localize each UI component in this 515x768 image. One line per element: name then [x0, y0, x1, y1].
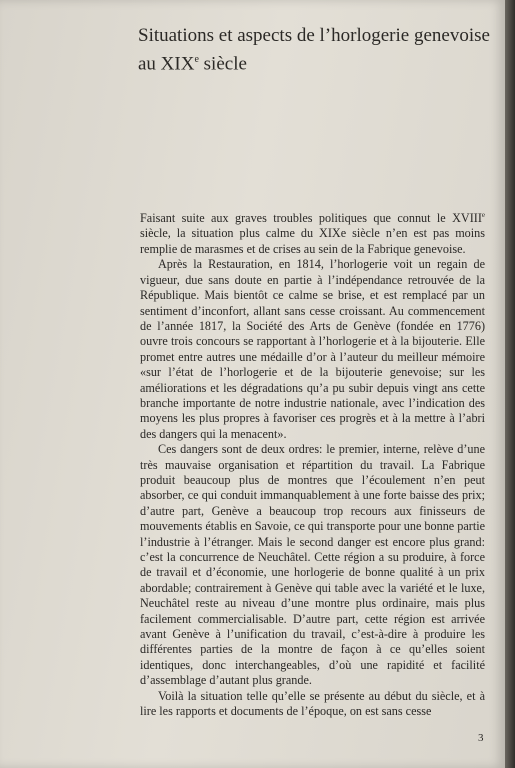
- body-text: [140, 208, 485, 719]
- paragraph-2: Après la Restauration, en 1814, l’horlogerie voit un regain de vigueur, due sans doute en partie à l’indépendance retrouvée de la République. Mais bientôt ce calme se brise, et est remplacé par un sentiment d’inconfort, allant sans cesse croissant. Au commencement de l’année 1817, la Société des Arts de Genève (fondée en 1776) ouvre trois concours se rapportant à l’horlogerie et à la bijouterie. Elle promet entre autres une médaille d’or à l’auteur du meilleur mémoire «sur l’état de l’horlogerie et de la bijouterie genevoise; sur les améliorations et les dégradations qu’a pu subir depuis vingt ans cette branche importante de notre industrie nationale, avec l’indication des moyens les plus propres à favoriser ces progrès et à la mettre à l’abri des dangers qui la menacent».: [140, 257, 485, 441]
- paragraph-1-superscript: e: [481, 211, 485, 219]
- paragraph-1-end: siècle, la situation plus calme du XIXe siècle n’en est pas moins remplie de marasmes et de crises au sein de la Fabrique genevoise.: [140, 226, 485, 256]
- paragraph-1-start: Faisant suite aux graves troubles politiques que connut le XVIII: [140, 211, 482, 226]
- page-number: 3: [478, 732, 484, 744]
- paragraph-4: Voilà la situation telle qu’elle se présente au début du siècle, et à lire les rapports et documents de l’époque, on est sans cesse: [140, 688, 485, 719]
- page-edge-shadow: [505, 0, 515, 768]
- chapter-title: [138, 24, 498, 76]
- title-superscript: e: [194, 54, 199, 65]
- paragraph-1: [140, 208, 485, 257]
- paragraph-3: Ces dangers sont de deux ordres: le premier, interne, relève d’une très mauvaise organisation et répartition du travail. La Fabrique produit beaucoup plus de montres que l’écoulement n’en peut absorber, ce qui conduit immanquablement à une forte baisse des prix; d’autre part, Genève a beaucoup trop recours aux finisseurs de mouvements établis en Savoie, ce qui transporte pour une bonne partie l’industrie à l’étranger. Mais le second danger est encore plus grand: c’est la concurrence de Neuchâtel. Cette région a su produire, à force de travail et d’économie, une horlogerie de bonne qualité à un prix abordable; contrairement à Genève qui table avec la variété et le luxe, Neuchâtel reste au niveau d’une montre plus ordinaire, mais plus facilement commercialisable. D’autre part, cette région est arrivée avant Genève à l’unification du travail, c’est-à-dire à produire les différentes parties de la montre de façon à ce qu’elles soient identiques, donc interchangeables, d’où une rapidité et facilité d’assemblage d’autant plus grande.: [140, 442, 485, 688]
- title-line-2-prefix: au XIX: [138, 53, 195, 75]
- title-line-2-suffix: siècle: [198, 53, 247, 75]
- title-line-1: Situations et aspects de l’horlogerie genevoise: [138, 25, 490, 46]
